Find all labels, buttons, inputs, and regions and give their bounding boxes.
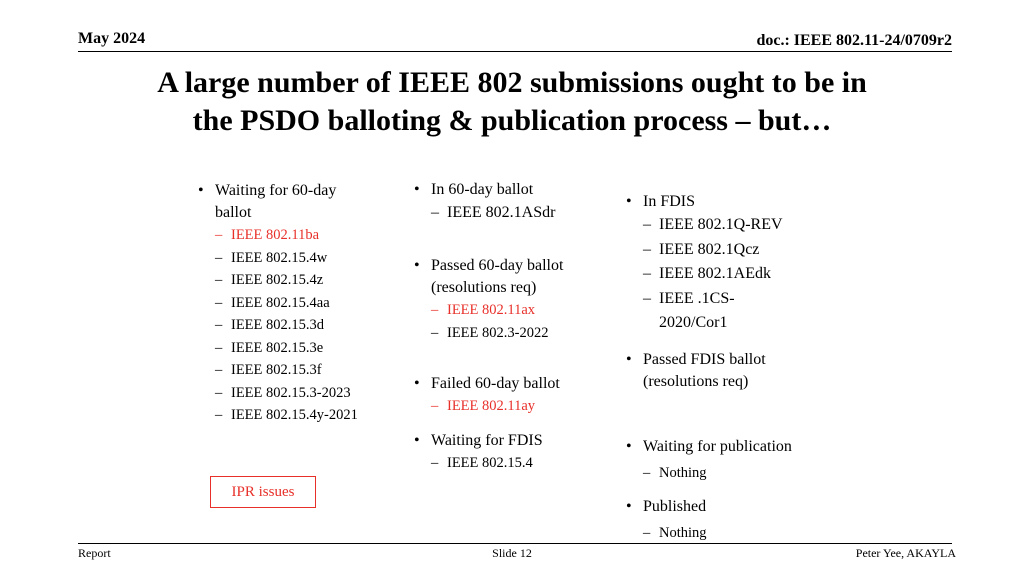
slide-title	[0, 64, 1024, 140]
ipr-issues-box: IPR issues	[210, 476, 316, 508]
header-divider	[78, 51, 952, 52]
bullet-heading-cont: (resolutions req)	[431, 279, 537, 296]
list-item: – IEEE 802.15.4w	[215, 247, 388, 270]
bullet-heading: • Passed 60-day ballot	[431, 257, 564, 274]
list-item: – Nothing	[643, 462, 846, 485]
list-item: – IEEE 802.3-2022	[431, 322, 614, 345]
bullet-heading: • Waiting for 60-day	[215, 182, 337, 199]
list-item: – IEEE 802.15.4y-2021	[215, 404, 388, 427]
title-line-1: A large number of IEEE 802 submissions ought to be in	[157, 66, 867, 99]
bullet-heading: • Failed 60-day ballot	[431, 375, 560, 392]
list-item: – IEEE 802.15.3d	[215, 314, 388, 337]
footer-slide-number: Slide 12	[492, 546, 532, 560]
bullet-heading: • Waiting for FDIS	[431, 432, 543, 449]
list-item: – IEEE 802.11ba	[215, 224, 388, 247]
list-item: – Nothing	[643, 522, 836, 545]
list-item: – IEEE 802.1Q-REV	[643, 213, 836, 238]
bullet-waiting-publication	[626, 436, 846, 485]
list-item: – IEEE 802.1AEdk	[643, 262, 836, 287]
bullet-heading: • In 60-day ballot	[431, 181, 534, 198]
header-date: May 2024	[78, 30, 146, 47]
bullet-heading: • Published	[643, 498, 707, 515]
list-item: – IEEE 802.15.3e	[215, 337, 388, 360]
bullet-heading: • In FDIS	[643, 193, 696, 210]
list-item: – IEEE 802.15.4aa	[215, 292, 388, 315]
bullet-passed-60-day	[414, 255, 614, 344]
header-doc-id: doc.: IEEE 802.11-24/0709r2	[756, 32, 952, 49]
bullet-in-60-day-ballot	[414, 179, 614, 226]
bullet-heading: • Passed FDIS ballot	[643, 351, 766, 368]
footer-divider	[78, 543, 952, 544]
bullet-in-fdis	[626, 191, 836, 336]
list-item-text-cont: 2020/Cor1	[659, 314, 728, 331]
bullet-waiting-fdis	[414, 430, 614, 475]
title-line-2: the PSDO balloting & publication process – but…	[192, 104, 832, 137]
list-item: – IEEE 802.11ax	[431, 299, 614, 322]
list-item: – IEEE 802.15.3-2023	[215, 382, 388, 405]
column-waiting-60-day	[198, 180, 388, 427]
bullet-heading: • Waiting for publication	[643, 438, 792, 455]
list-item: – IEEE 802.15.4z	[215, 269, 388, 292]
bullet-heading-cont: ballot	[215, 204, 252, 221]
list-item: – IEEE 802.15.3f	[215, 359, 388, 382]
bullet-failed-60-day	[414, 373, 614, 418]
list-item: – IEEE 802.11ay	[431, 395, 614, 418]
list-item	[643, 287, 836, 336]
bullet-published	[626, 496, 836, 545]
footer-left: Report	[78, 546, 111, 560]
bullet-passed-fdis	[626, 349, 836, 393]
bullet-waiting-60-day	[198, 180, 388, 427]
list-item: – IEEE 802.1ASdr	[431, 201, 614, 226]
list-item: – IEEE 802.15.4	[431, 452, 614, 475]
bullet-heading-cont: (resolutions req)	[643, 373, 749, 390]
footer-author: Peter Yee, AKAYLA	[855, 546, 956, 560]
list-item: – IEEE 802.1Qcz	[643, 238, 836, 263]
list-item-text: – IEEE .1CS-	[659, 289, 735, 307]
